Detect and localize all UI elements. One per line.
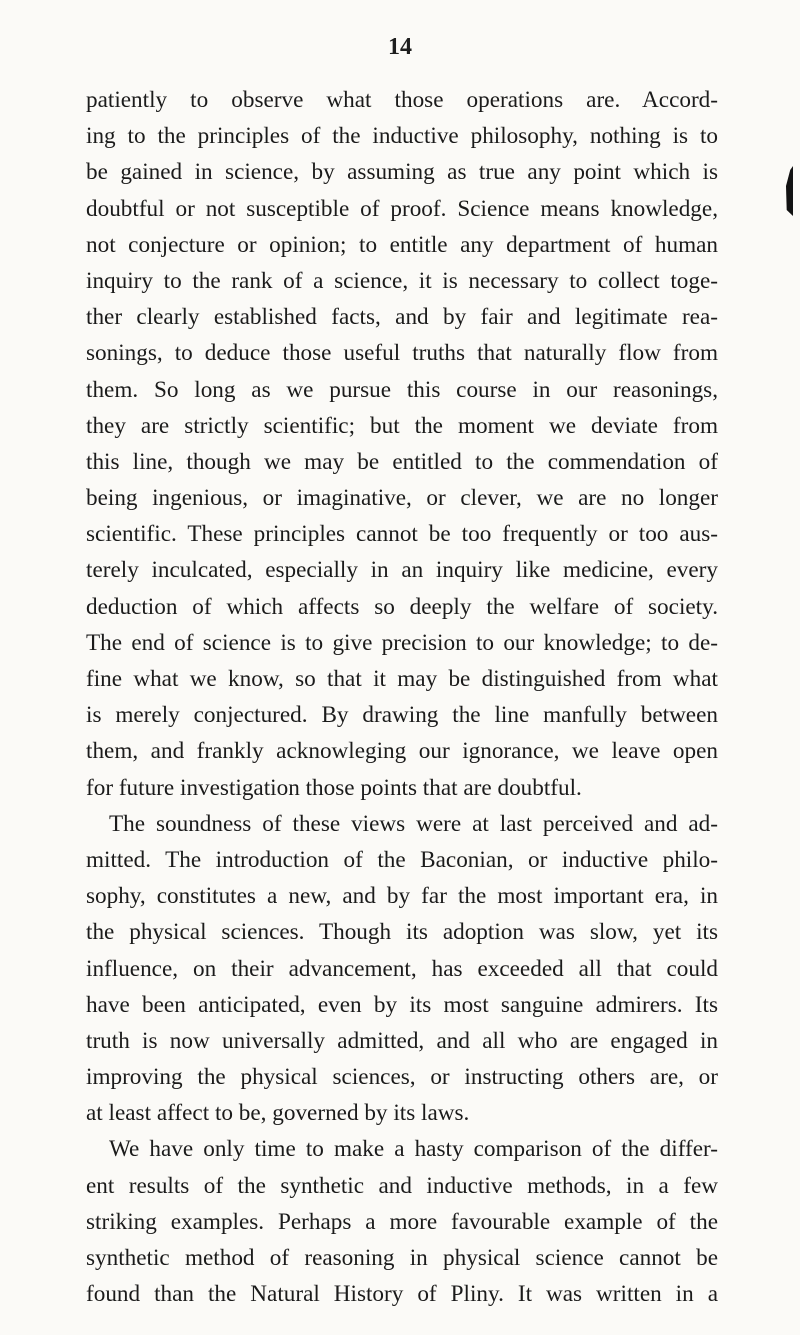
text-line: sophy, constitutes a new, and by far the most important era, in [86, 883, 718, 910]
text-line: improving the physical sciences, or instructing others are, or [86, 1064, 718, 1091]
text-line: being ingenious, or imaginative, or clever, we are no longer [86, 485, 718, 512]
text-line: them. So long as we pursue this course in our reasonings, [86, 376, 718, 403]
text-line: truth is now universally admitted, and all who are engaged in [86, 1027, 718, 1054]
text-line: for future investigation those points that are doubtful. [86, 774, 582, 801]
text-line: sonings, to deduce those useful truths that naturally flow from [86, 340, 718, 367]
page-number: 14 [388, 34, 412, 60]
text-line: found than the Natural History of Pliny. It was written in a [86, 1281, 718, 1308]
text-line: have been anticipated, even by its most sanguine admirers. Its [86, 991, 718, 1018]
text-line: mitted. The introduction of the Baconian, or inductive philo- [86, 846, 718, 873]
text-line: this line, though we may be entitled to the commendation of [86, 448, 718, 475]
text-line: the physical sciences. Though its adoption was slow, yet its [86, 919, 718, 946]
text-line: The soundness of these views were at last perceived and ad- [109, 810, 718, 837]
text-line: The end of science is to give precision to our knowledge; to de- [86, 629, 718, 656]
text-line: patiently to observe what those operations are. Accord- [86, 87, 718, 113]
text-line: scientific. These principles cannot be too frequently or too aus- [86, 521, 718, 548]
text-line: deduction of which affects so deeply the welfare of society. [86, 593, 718, 620]
text-line: terely inculcated, especially in an inquiry like medicine, every [86, 557, 718, 584]
text-line: fine what we know, so that it may be distinguished from what [86, 666, 718, 692]
text-line: doubtful or not susceptible of proof. Science means knowledge, [86, 195, 718, 222]
text-line: not conjecture or opinion; to entitle any department of human [86, 231, 718, 258]
text-line: influence, on their advancement, has exceeded all that could [86, 955, 718, 982]
text-line: ing to the principles of the inductive philosophy, nothing is to [86, 123, 718, 150]
text-line: ther clearly established facts, and by fair and legitimate rea- [86, 304, 718, 331]
paragraph-1 [86, 82, 718, 806]
page-text [86, 82, 718, 1312]
text-line: at least affect to be, governed by its laws. [86, 1100, 470, 1127]
text-line: they are strictly scientific; but the moment we deviate from [86, 412, 718, 439]
text-line: We have only time to make a hasty comparison of the differ- [109, 1136, 718, 1163]
text-line: them, and frankly acknowleging our ignorance, we leave open [86, 738, 718, 765]
text-line: ent results of the synthetic and inductive methods, in a few [86, 1172, 718, 1199]
text-line: synthetic method of reasoning in physical science cannot be [86, 1245, 718, 1271]
paragraph-3 [86, 1131, 718, 1312]
paragraph-2 [86, 806, 718, 1132]
text-line: is merely conjectured. By drawing the line manfully between [86, 702, 718, 729]
page-edge-mark [786, 166, 793, 216]
text-line: striking examples. Perhaps a more favourable example of the [86, 1208, 718, 1235]
text-line: inquiry to the rank of a science, it is necessary to collect toge- [86, 267, 718, 294]
text-line: be gained in science, by assuming as true any point which is [86, 159, 718, 186]
